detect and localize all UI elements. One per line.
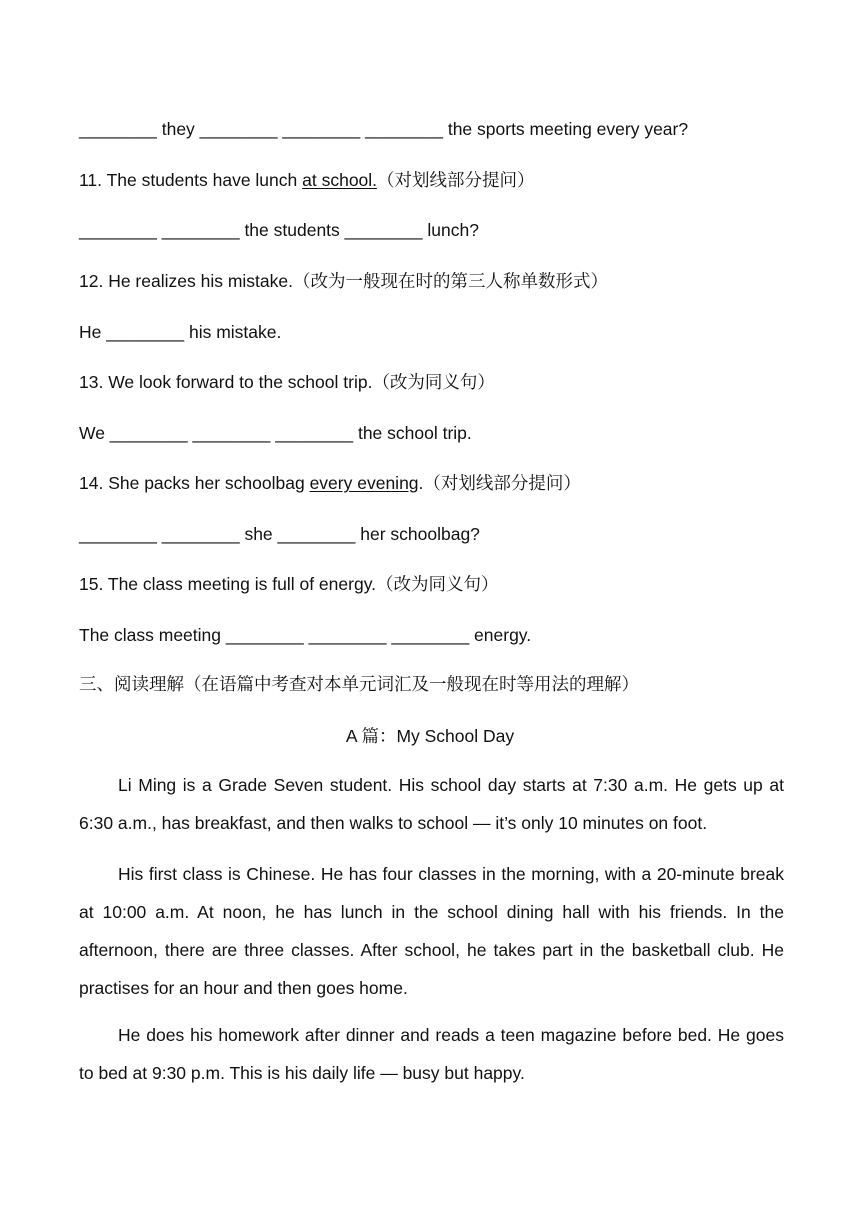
answer-line-10: ________ they ________ ________ ________ the sports meeting every year? — [79, 119, 689, 139]
question-11-instruction: （对划线部分提问） — [377, 171, 535, 191]
question-15-instruction: （改为同义句） — [376, 575, 499, 595]
answer-line-11: ________ ________ the students ________ lunch? — [79, 220, 479, 240]
question-14 — [79, 471, 581, 496]
answer-line-15: The class meeting ________ ________ ________ energy. — [79, 625, 532, 645]
answer-line-13: We ________ ________ ________ the school trip. — [79, 423, 472, 443]
question-11-text: 11. The students have lunch — [79, 170, 303, 190]
passage-paragraph-3: He does his homework after dinner and reads a teen magazine before bed. He goes to bed at 9:30 p.m. This is his daily life — busy but happy. — [79, 1025, 784, 1083]
answer-line-14: ________ ________ she ________ her schoolbag? — [79, 524, 480, 544]
question-11-underlined: at school. — [302, 170, 378, 190]
section-heading: 三、阅读理解（在语篇中考查对本单元词汇及一般现在时等用法的理解） — [79, 675, 639, 695]
question-15 — [79, 572, 499, 597]
question-13-instruction: （改为同义句） — [372, 373, 495, 393]
question-15-text: 15. The class meeting is full of energy. — [79, 574, 377, 594]
passage-title: A 篇：My School Day — [345, 726, 515, 746]
question-11 — [79, 168, 535, 193]
passage-paragraph-2: His first class is Chinese. He has four classes in the morning, with a 20-minute break at 10:00 a.m. At noon, he has lunch in the school dining hall with his friends. In the afternoon, there are three classes. After school, he takes part in the basketball club. He practises for an hour and then goes home. — [79, 864, 784, 998]
question-12-text: 12. He realizes his mistake. — [79, 271, 293, 291]
question-14-text: 14. She packs her schoolbag — [79, 473, 310, 493]
question-14-underlined: every evening — [309, 473, 419, 493]
question-12-instruction: （改为一般现在时的第三人称单数形式） — [292, 272, 608, 292]
passage-paragraph-1: Li Ming is a Grade Seven student. His school day starts at 7:30 a.m. He gets up at 6:30 a.m., has breakfast, and then walks to school — it’s only 10 minutes on foot. — [79, 775, 784, 833]
question-13-text: 13. We look forward to the school trip. — [79, 372, 373, 392]
question-12 — [79, 269, 608, 294]
question-14-period: . — [418, 473, 424, 493]
answer-line-12: He ________ his mistake. — [79, 322, 282, 342]
question-13 — [79, 370, 495, 395]
question-14-instruction: （对划线部分提问） — [423, 474, 581, 494]
